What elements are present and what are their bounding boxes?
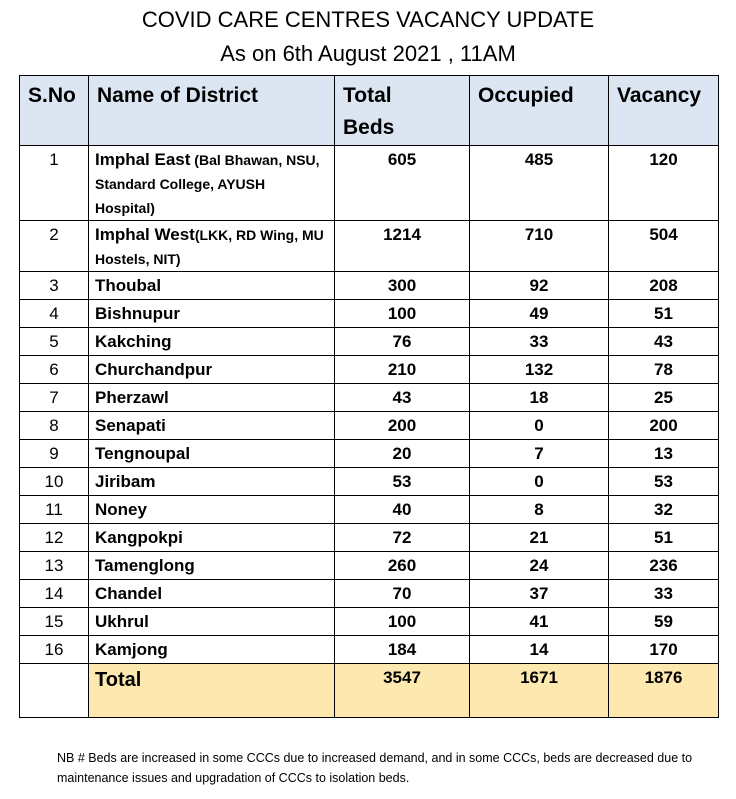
vacancy-cell: 43 <box>609 328 719 356</box>
occupied-cell: 14 <box>470 636 609 664</box>
table-row <box>20 608 719 636</box>
occupied-cell: 49 <box>470 300 609 328</box>
district-cell: Imphal West(LKK, RD Wing, MU Hostels, NIT) <box>89 221 335 272</box>
table-row <box>20 636 719 664</box>
total-beds-cell: 70 <box>335 580 470 608</box>
occupied-cell: 0 <box>470 412 609 440</box>
sno-cell: 15 <box>20 608 89 636</box>
occupied-cell: 485 <box>470 146 609 221</box>
sno-cell: 13 <box>20 552 89 580</box>
sno-cell: 8 <box>20 412 89 440</box>
sno-cell: 9 <box>20 440 89 468</box>
vacancy-cell: 25 <box>609 384 719 412</box>
table-row <box>20 384 719 412</box>
vacancy-cell: 208 <box>609 272 719 300</box>
district-cell: Noney <box>89 496 335 524</box>
district-cell: Kangpokpi <box>89 524 335 552</box>
header-row <box>20 76 719 146</box>
district-cell: Senapati <box>89 412 335 440</box>
vacancy-cell: 51 <box>609 524 719 552</box>
vacancy-cell: 59 <box>609 608 719 636</box>
total-beds-cell: 260 <box>335 552 470 580</box>
sno-cell: 16 <box>20 636 89 664</box>
occupied-cell: 24 <box>470 552 609 580</box>
table-row <box>20 440 719 468</box>
sno-cell: 2 <box>20 221 89 272</box>
district-cell: Pherzawl <box>89 384 335 412</box>
total-beds-cell: 72 <box>335 524 470 552</box>
total-beds-cell: 100 <box>335 608 470 636</box>
total-beds-cell: 210 <box>335 356 470 384</box>
sno-cell: 11 <box>20 496 89 524</box>
district-note: (Bal Bhawan, NSU, Standard College, AYUSH Hospital) <box>95 152 320 216</box>
occupied-cell: 0 <box>470 468 609 496</box>
district-cell: Imphal East (Bal Bhawan, NSU, Standard College, AYUSH Hospital) <box>89 146 335 221</box>
total-beds-cell: 200 <box>335 412 470 440</box>
district-cell: Chandel <box>89 580 335 608</box>
sno-cell: 6 <box>20 356 89 384</box>
sno-cell: 4 <box>20 300 89 328</box>
total-beds-cell: 43 <box>335 384 470 412</box>
total-sno-cell <box>20 664 89 718</box>
table-row <box>20 146 719 221</box>
vacancy-cell: 120 <box>609 146 719 221</box>
footnote: NB # Beds are increased in some CCCs due to increased demand, and in some CCCs, beds are decreased due to maintenance issues and upgradation of CCCs to isolation beds. <box>57 751 693 785</box>
title-line-1: COVID CARE CENTRES VACANCY UPDATE <box>141 7 595 32</box>
header-sno: S.No <box>20 76 89 146</box>
vacancy-cell: 504 <box>609 221 719 272</box>
total-beds-cell: 53 <box>335 468 470 496</box>
total-occupied: 1671 <box>470 664 609 718</box>
vacancy-cell: 51 <box>609 300 719 328</box>
header-occupied: Occupied <box>470 76 609 146</box>
header-vacancy: Vacancy <box>609 76 719 146</box>
occupied-cell: 92 <box>470 272 609 300</box>
total-row <box>20 664 719 718</box>
table-row <box>20 300 719 328</box>
occupied-cell: 33 <box>470 328 609 356</box>
total-beds-cell: 76 <box>335 328 470 356</box>
district-cell: Kamjong <box>89 636 335 664</box>
table-row <box>20 468 719 496</box>
vacancy-table <box>19 75 719 718</box>
table-row <box>20 272 719 300</box>
occupied-cell: 18 <box>470 384 609 412</box>
table-row <box>20 221 719 272</box>
vacancy-cell: 33 <box>609 580 719 608</box>
total-beds-cell: 20 <box>335 440 470 468</box>
occupied-cell: 7 <box>470 440 609 468</box>
vacancy-cell: 53 <box>609 468 719 496</box>
district-cell: Jiribam <box>89 468 335 496</box>
district-cell: Tengnoupal <box>89 440 335 468</box>
total-beds-cell: 184 <box>335 636 470 664</box>
table-row <box>20 524 719 552</box>
table-row <box>20 552 719 580</box>
occupied-cell: 8 <box>470 496 609 524</box>
occupied-cell: 37 <box>470 580 609 608</box>
occupied-cell: 710 <box>470 221 609 272</box>
vacancy-cell: 236 <box>609 552 719 580</box>
sno-cell: 12 <box>20 524 89 552</box>
total-beds-cell: 605 <box>335 146 470 221</box>
vacancy-cell: 200 <box>609 412 719 440</box>
occupied-cell: 21 <box>470 524 609 552</box>
total-label: Total <box>89 664 335 718</box>
header-district: Name of District <box>89 76 335 146</box>
table-row <box>20 328 719 356</box>
total-beds-cell: 100 <box>335 300 470 328</box>
table-row <box>20 356 719 384</box>
district-cell: Kakching <box>89 328 335 356</box>
header-total-beds: Total Beds <box>335 76 470 146</box>
table-row <box>20 496 719 524</box>
occupied-cell: 132 <box>470 356 609 384</box>
sno-cell: 10 <box>20 468 89 496</box>
sno-cell: 1 <box>20 146 89 221</box>
total-beds-cell: 40 <box>335 496 470 524</box>
district-cell: Bishnupur <box>89 300 335 328</box>
table-row <box>20 412 719 440</box>
district-cell: Churchandpur <box>89 356 335 384</box>
total-vacancy: 1876 <box>609 664 719 718</box>
district-note: (LKK, RD Wing, MU Hostels, NIT) <box>95 227 324 267</box>
district-cell: Thoubal <box>89 272 335 300</box>
vacancy-cell: 78 <box>609 356 719 384</box>
total-beds: 3547 <box>335 664 470 718</box>
district-cell: Ukhrul <box>89 608 335 636</box>
sno-cell: 3 <box>20 272 89 300</box>
vacancy-cell: 13 <box>609 440 719 468</box>
vacancy-cell: 170 <box>609 636 719 664</box>
occupied-cell: 41 <box>470 608 609 636</box>
table-row <box>20 580 719 608</box>
title-line-2: As on 6th August 2021 , 11AM <box>220 41 516 66</box>
sno-cell: 5 <box>20 328 89 356</box>
sno-cell: 7 <box>20 384 89 412</box>
sno-cell: 14 <box>20 580 89 608</box>
vacancy-cell: 32 <box>609 496 719 524</box>
district-cell: Tamenglong <box>89 552 335 580</box>
total-beds-cell: 300 <box>335 272 470 300</box>
total-beds-cell: 1214 <box>335 221 470 272</box>
